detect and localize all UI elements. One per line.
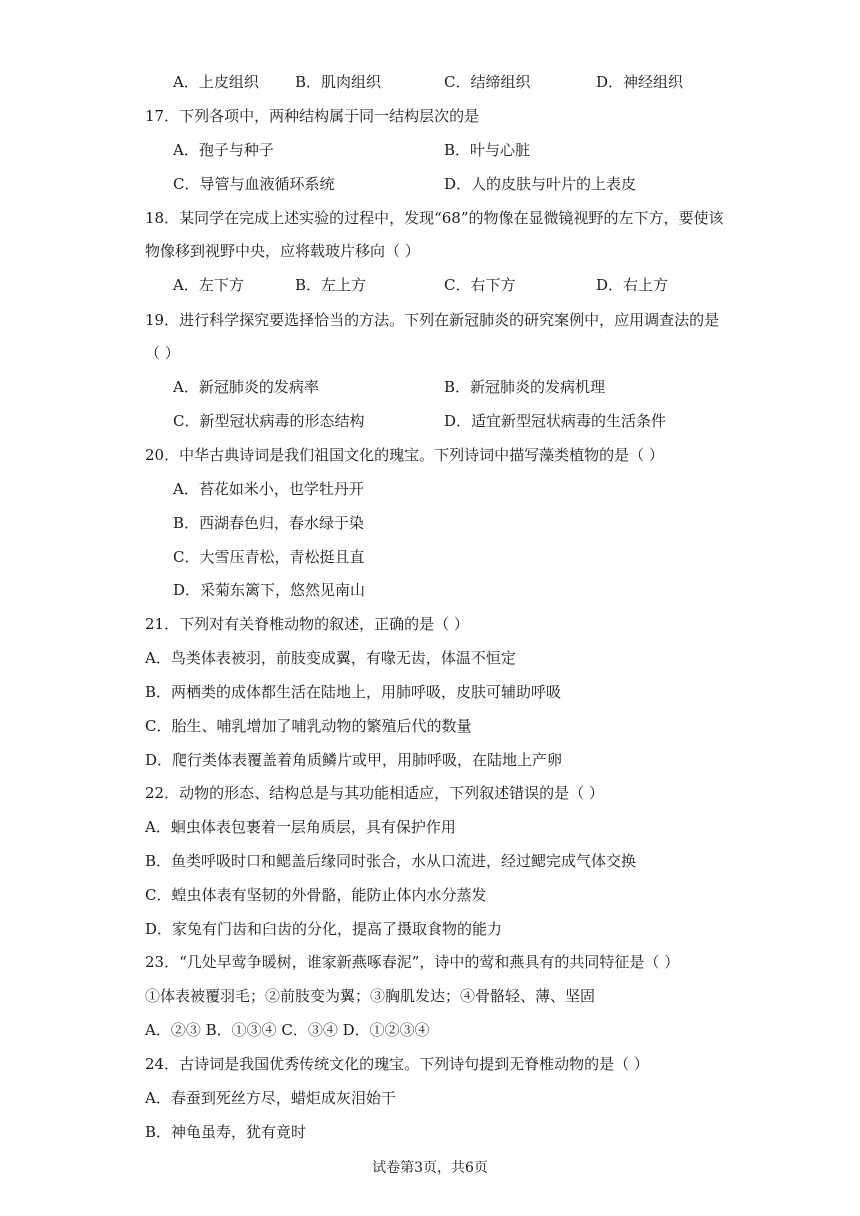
- q22-option-d: D．家兔有门齿和臼齿的分化，提高了摄取食物的能力: [145, 920, 503, 938]
- q17-option-c: C．导管与血液循环系统: [173, 175, 335, 193]
- q20-stem: 20．中华古典诗词是我们祖国文化的瑰宝。下列诗词中描写藻类植物的是（ ）: [145, 446, 664, 464]
- q17-option-d: D．人的皮肤与叶片的上表皮: [444, 175, 637, 193]
- q20-option-d: D．采菊东篱下，悠然见南山: [173, 581, 366, 599]
- q22-option-c: C．蝗虫体表有坚韧的外骨骼，能防止体内水分蒸发: [145, 886, 487, 904]
- q18-option-c: C．右下方: [444, 276, 516, 294]
- q23-stem: 23．“几处早莺争暖树，谁家新燕啄春泥”，诗中的莺和燕具有的共同特征是（ ）: [145, 953, 680, 971]
- q20-option-a: A．苔花如米小，也学牡丹开: [173, 480, 364, 498]
- q22-stem: 22．动物的形态、结构总是与其功能相适应，下列叙述错误的是（ ）: [145, 784, 604, 802]
- q19-option-c: C．新型冠状病毒的形态结构: [173, 412, 365, 430]
- q21-option-c: C．胎生、哺乳增加了哺乳动物的繁殖后代的数量: [145, 717, 472, 735]
- q18-stem-line1: 18．某同学在完成上述实验的过程中，发现“68”的物像在显微镜视野的左下方，要使该: [145, 209, 724, 227]
- q21-option-b: B．两栖类的成体都生活在陆地上，用肺呼吸，皮肤可辅助呼吸: [145, 683, 562, 701]
- q24-option-b: B．神龟虽寿，犹有竟时: [145, 1123, 307, 1141]
- q22-option-a: A．蛔虫体表包裹着一层角质层，具有保护作用: [145, 818, 456, 836]
- q19-stem-line1: 19．进行科学探究要选择恰当的方法。下列在新冠肺炎的研究案例中，应用调查法的是: [145, 311, 720, 329]
- q17-stem: 17．下列各项中，两种结构属于同一结构层次的是: [145, 107, 480, 125]
- q23-options: A．②③ B．①③④ C．③④ D．①②③④: [145, 1021, 430, 1039]
- q23-statements: ①体表被覆羽毛；②前肢变为翼；③胸肌发达；④骨骼轻、薄、坚固: [145, 987, 596, 1005]
- q24-stem: 24．古诗词是我国优秀传统文化的瑰宝。下列诗句提到无脊椎动物的是（ ）: [145, 1055, 649, 1073]
- q24-option-a: A．春蚕到死丝方尽，蜡炬成灰泪始干: [145, 1089, 396, 1107]
- q21-option-a: A．鸟类体表被羽，前肢变成翼，有喙无齿，体温不恒定: [145, 649, 516, 667]
- q21-option-d: D．爬行类体表覆盖着角质鳞片或甲，用肺呼吸，在陆地上产卵: [145, 751, 563, 769]
- q19-option-a: A．新冠肺炎的发病率: [173, 378, 319, 396]
- q16-option-b: B．肌肉组织: [295, 73, 382, 91]
- q18-option-d: D．右上方: [596, 276, 669, 294]
- q16-option-a: A．上皮组织: [173, 73, 259, 91]
- q18-stem-line2: 物像移到视野中央，应将载玻片移向（ ）: [145, 242, 420, 260]
- q19-stem-line2: （ ）: [145, 344, 180, 362]
- q18-option-b: B．左上方: [295, 276, 367, 294]
- page-footer: 试卷第3页，共6页: [372, 1160, 488, 1176]
- q20-option-b: B．西湖春色归，春水绿于染: [173, 514, 365, 532]
- q19-option-d: D．适宜新型冠状病毒的生活条件: [444, 412, 667, 430]
- q22-option-b: B．鱼类呼吸时口和鳃盖后缘同时张合，水从口流进，经过鳃完成气体交换: [145, 852, 637, 870]
- q17-option-a: A．孢子与种子: [173, 141, 274, 159]
- q16-option-d: D．神经组织: [596, 73, 684, 91]
- q20-option-c: C．大雪压青松，青松挺且直: [173, 548, 365, 566]
- q21-stem: 21．下列对有关脊椎动物的叙述，正确的是（ ）: [145, 615, 469, 633]
- q16-option-c: C．结缔组织: [444, 73, 531, 91]
- q18-option-a: A．左下方: [173, 276, 244, 294]
- q17-option-b: B．叶与心脏: [444, 141, 531, 159]
- q19-option-b: B．新冠肺炎的发病机理: [444, 378, 606, 396]
